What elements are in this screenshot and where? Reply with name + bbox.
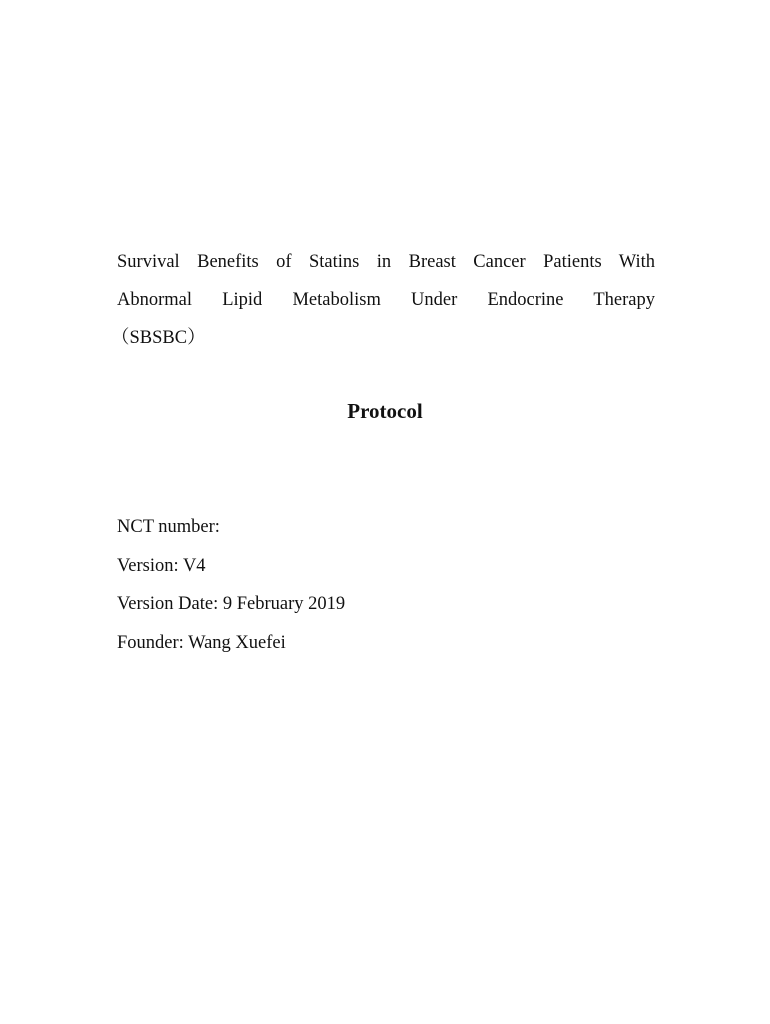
founder-line: Founder: Wang Xuefei	[117, 632, 286, 653]
protocol-heading: Protocol	[347, 399, 423, 423]
study-title-line-2: Abnormal Lipid Metabolism Under Endocrine Therapy	[117, 290, 655, 310]
version-line: Version: V4	[117, 555, 206, 576]
nct-number-line: NCT number:	[117, 517, 220, 537]
protocol-metadata	[117, 508, 657, 662]
study-title-line-1: Survival Benefits of Statins in Breast Cancer Patients With	[117, 252, 655, 272]
study-title	[111, 243, 655, 357]
study-acronym: （SBSBC）	[111, 328, 206, 348]
version-date-line: Version Date: 9 February 2019	[117, 594, 346, 614]
